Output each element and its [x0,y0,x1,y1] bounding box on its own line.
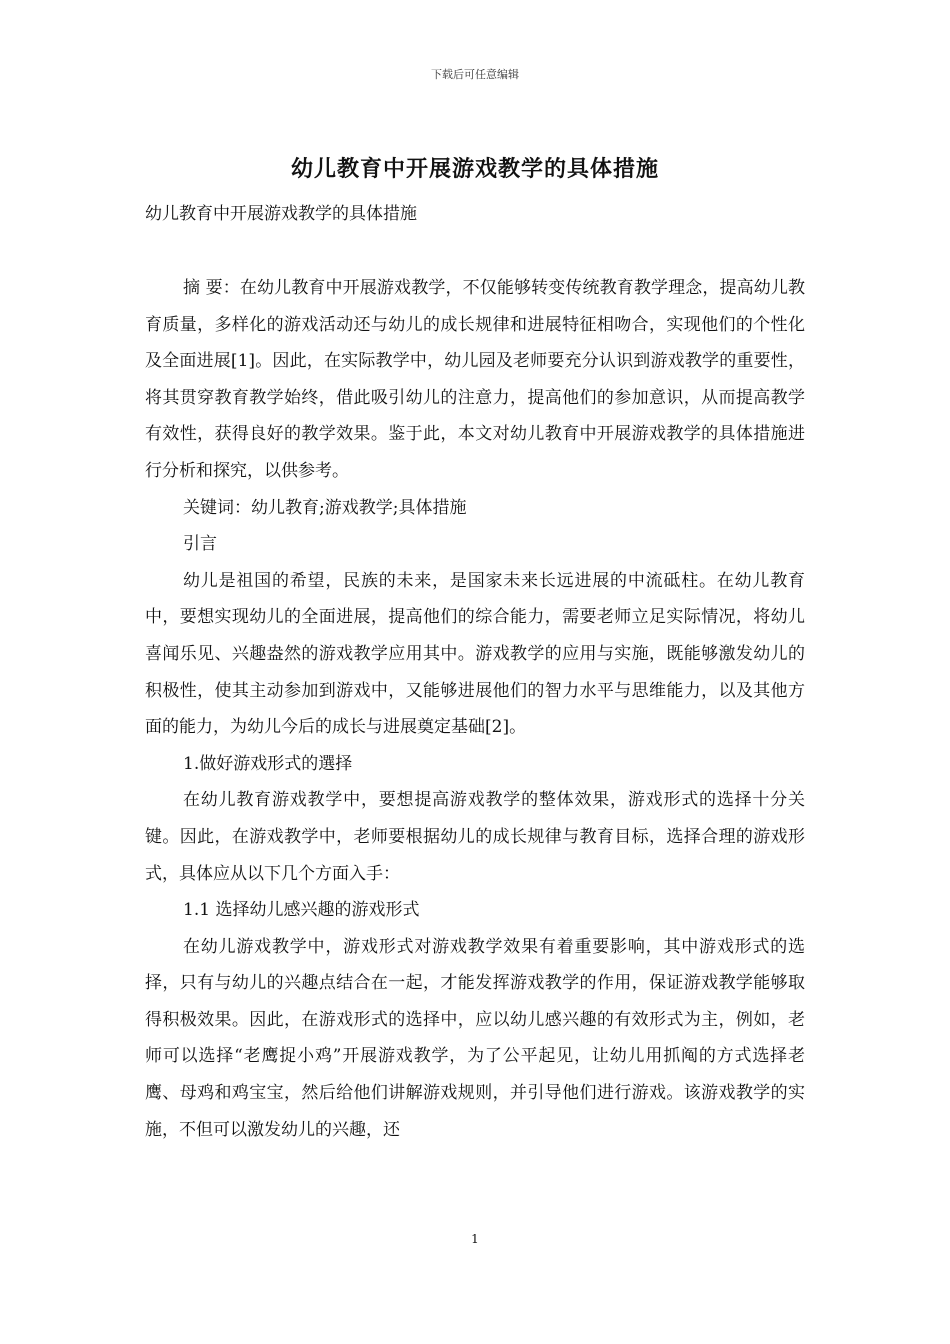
document-title: 幼儿教育中开展游戏教学的具体措施 [290,156,659,182]
intro-heading: 引言 [183,534,217,555]
document-body [145,270,805,1148]
abstract-paragraph: 摘 要：在幼儿教育中开展游戏教学，不仅能够转变传统教育教学理念，提高幼儿教育质量，多样化的游戏活动还与幼儿的成长规律和进展特征相吻合，实现他们的个性化及全面进展[1]。因此，在实际教学中，幼儿园及老师要充分认识到游戏教学的重要性，将其贯穿教育教学始终，借此吸引幼儿的注意力，提高他们的参加意识，从而提高教学有效性，获得良好的教学效果。鉴于此，本文对幼儿教育中开展游戏教学的具体措施进行分析和探究，以供参考。 [145,278,805,481]
section-1-heading: 1.做好游戏形式的選择 [183,753,353,774]
section-1-1-heading: 1.1 选择幼儿感兴趣的游戏形式 [183,900,420,921]
keywords-line: 关键词：幼儿教育;游戏教学;具体措施 [183,497,467,518]
page-number: 1 [471,1232,479,1246]
intro-paragraph: 幼儿是祖国的希望，民族的未来，是国家未来长远进展的中流砥柱。在幼儿教育中，要想实现幼儿的全面进展，提高他们的综合能力，需要老师立足实际情况，将幼儿喜闻乐见、兴趣盎然的游戏教学应用其中。游戏教学的应用与实施，既能够激发幼儿的积极性，使其主动参加到游戏中，又能够进展他们的智力水平与思维能力，以及其他方面的能力，为幼儿今后的成长与进展奠定基础[2]。 [145,570,805,738]
section-1-1-paragraph: 在幼儿游戏教学中，游戏形式对游戏教学效果有着重要影响，其中游戏形式的选择，只有与幼儿的兴趣点结合在一起，才能发挥游戏教学的作用，保证游戏教学能够取得积极效果。因此，在游戏形式的选择中，应以幼儿感兴趣的有效形式为主，例如，老师可以选择“老鹰捉小鸡”开展游戏教学，为了公平起见，让幼儿用抓阄的方式选择老鹰、母鸡和鸡宝宝，然后给他们讲解游戏规则，并引导他们进行游戏。该游戏教学的实施，不但可以激发幼儿的兴趣，还 [145,936,805,1140]
section-1-paragraph: 在幼儿教育游戏教学中，要想提高游戏教学的整体效果，游戏形式的选择十分关键。因此，在游戏教学中，老师要根据幼儿的成长规律与教育目标，选择合理的游戏形式，具体应从以下几个方面入手： [145,790,805,884]
document-subtitle: 幼儿教育中开展游戏教学的具体措施 [145,204,417,224]
page-header: 下载后可任意编辑 [431,68,519,81]
